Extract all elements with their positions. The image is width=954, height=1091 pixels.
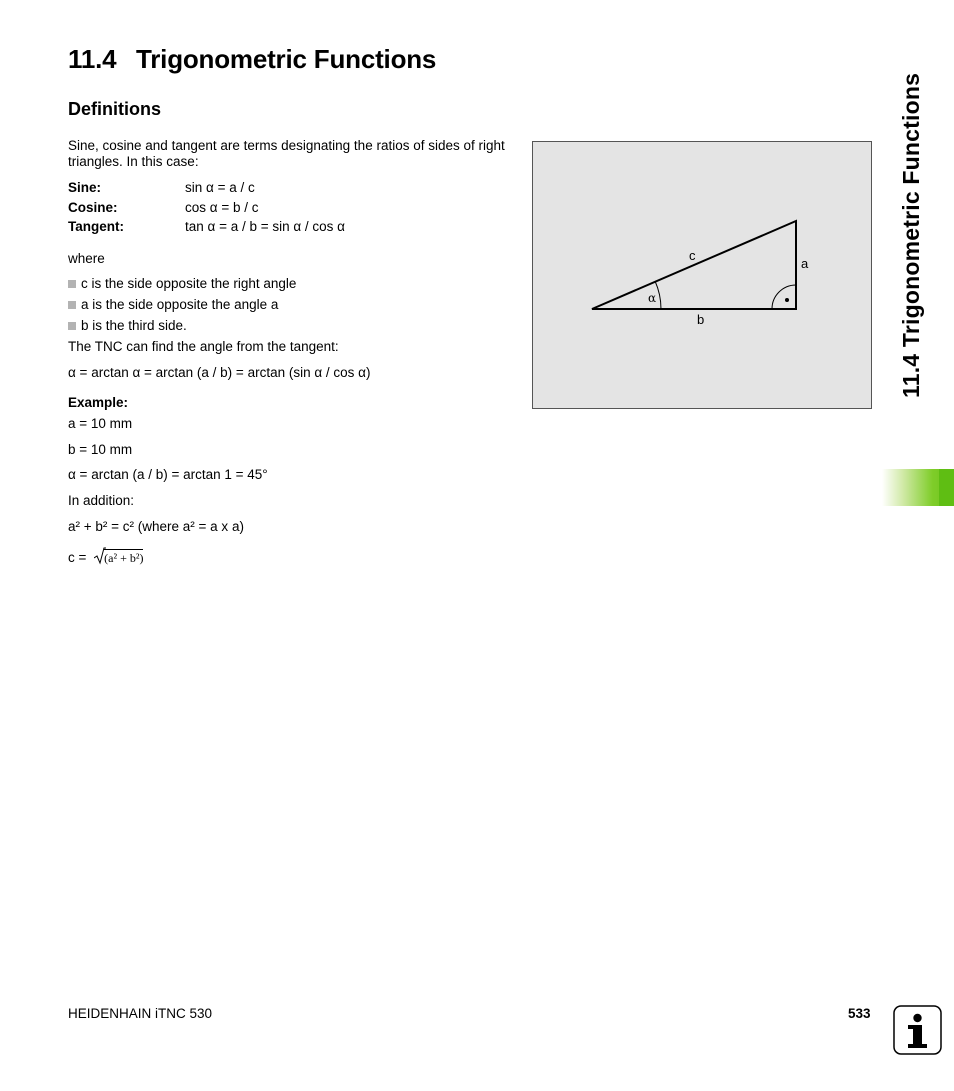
in-addition-text: In addition: [68,493,135,508]
bullet-square-icon [68,280,76,288]
page-title [68,44,436,75]
right-triangle-diagram [533,142,871,408]
bullet-square-icon [68,301,76,309]
list-item [68,276,296,291]
example-line: b = 10 mm [68,442,133,457]
definition-label: Tangent: [68,219,124,234]
tnc-text: The TNC can find the angle from the tangent: [68,339,339,354]
label-b: b [697,312,705,327]
label-c: c [689,248,696,263]
definition-formula: sin α = a / c [185,180,255,195]
section-title: Trigonometric Functions [136,44,437,74]
definition-cosine [68,200,258,215]
triangle-figure [532,141,872,409]
definition-sine [68,180,255,195]
info-icon [893,1005,942,1055]
triangle-shape [592,221,796,309]
definition-tangent [68,219,345,234]
list-item-text: c is the side opposite the right angle [81,276,297,291]
intro-paragraph: Sine, cosine and tangent are terms designating the ratios of sides of right triangles. In this case: [68,138,505,169]
definition-formula: tan α = a / b = sin α / cos α [185,219,345,234]
subheading: Definitions [68,99,161,119]
arctan-formula: α = arctan α = arctan (a / b) = arctan (sin α / cos α) [68,365,371,380]
list-item-text: a is the side opposite the angle a [81,297,279,312]
list-item [68,318,187,333]
side-section-title: 11.4 Trigonometric Functions [898,72,924,398]
definition-formula: cos α = b / c [185,200,259,215]
label-a: a [801,256,809,271]
pythagoras-formula: a² + b² = c² (where a² = a x a) [68,519,244,534]
definition-label: Sine: [68,180,102,195]
sqrt-expression [94,549,143,566]
example-label: Example: [68,395,129,410]
section-number: 11.4 [68,44,117,74]
where-text: where [68,251,105,266]
c-formula [68,549,143,566]
sqrt-sign-icon [94,547,106,565]
sqrt-radicand: (a² + b²) [104,551,144,565]
c-formula-lhs: c = [68,550,87,565]
bullet-square-icon [68,322,76,330]
definition-label: Cosine: [68,200,118,215]
example-line: a = 10 mm [68,416,133,431]
right-angle-dot [785,298,789,302]
example-line: α = arctan (a / b) = arctan 1 = 45° [68,467,268,482]
footer-product: HEIDENHAIN iTNC 530 [68,1006,213,1021]
label-alpha: α [648,291,657,305]
page-number: 533 [848,1006,871,1021]
list-item-text: b is the third side. [81,318,187,333]
list-item [68,297,278,312]
chapter-tab-edge [939,469,954,506]
right-angle-arc [772,285,796,309]
